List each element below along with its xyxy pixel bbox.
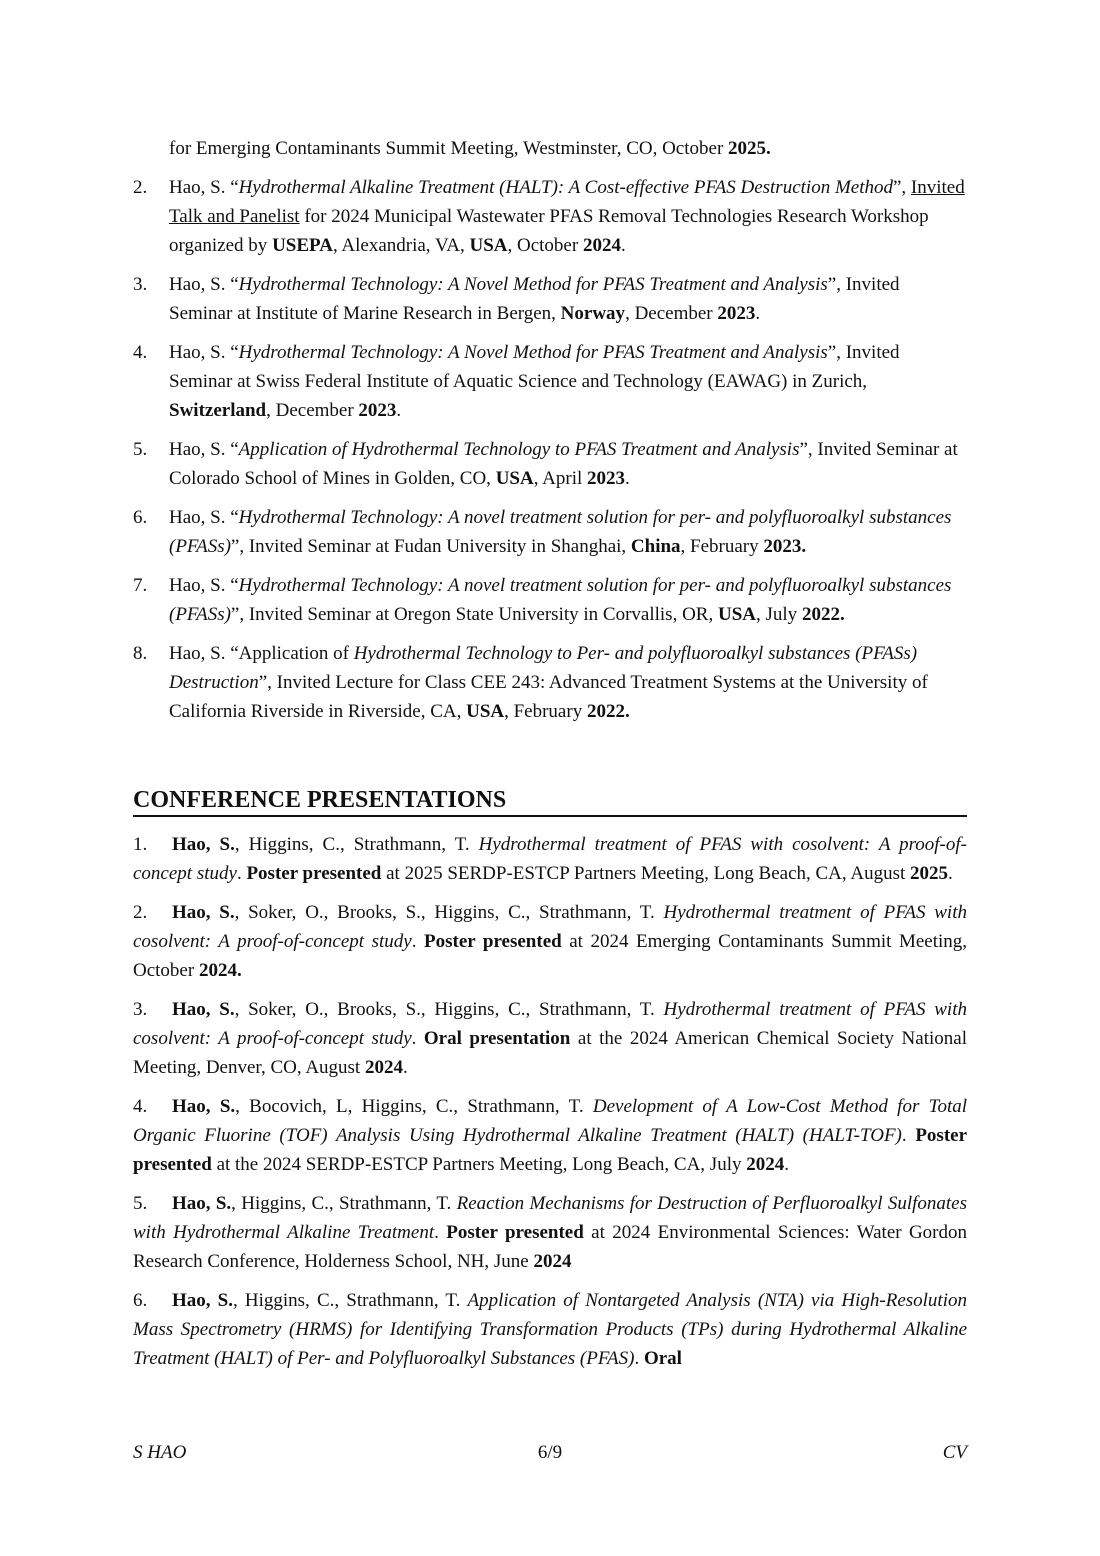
item-text [169, 639, 967, 726]
text-run: Norway [560, 303, 626, 324]
text-run: , Soker, O., Brooks, S., Higgins, C., Strathmann, T. [234, 999, 664, 1020]
text-run: . [755, 303, 761, 324]
text-run: 2024 [746, 1154, 785, 1175]
item-number: 2. [133, 902, 148, 923]
text-run: , February [680, 536, 764, 557]
text-run: Poster presented [133, 1125, 968, 1175]
item-number: 4. [133, 342, 148, 363]
text-run: Hydrothermal Technology to Per- and polyfluoroalkyl substances (PFASs) Destruction [169, 643, 918, 693]
text-run: Oral [643, 1348, 682, 1369]
talk-item [133, 338, 967, 425]
text-run: Application of Nontargeted Analysis (NTA) via High-Resolution Mass Spectrometry (HRMS) for Identifying Transformation Products (TPs) during Hydrothermal Alkaline Treatment (HALT) of Per- and Polyfluoroalkyl Substances (PFAS) [133, 1290, 967, 1369]
page-footer [133, 1441, 967, 1465]
talk-item [133, 435, 967, 493]
text-run: , Higgins, C., Strathmann, T. [234, 834, 479, 855]
text-run: 2025. [728, 138, 771, 159]
text-run: 2023 [717, 303, 756, 324]
text-run: USA [717, 604, 756, 625]
text-run: , Soker, O., Brooks, S., Higgins, C., Strathmann, T. [234, 902, 664, 923]
text-run: Poster presented [446, 1222, 584, 1243]
item-text [169, 435, 967, 493]
talk-item [133, 270, 967, 328]
talk-item [133, 639, 967, 726]
text-run: 2024. [198, 960, 242, 981]
item-text [169, 503, 967, 561]
text-run: Hao, S. “ [169, 507, 239, 528]
text-run: 2023 [358, 400, 397, 421]
text-run: . [396, 400, 402, 421]
text-run: Hydrothermal treatment of PFAS with cosolvent: A proof-of-concept study [133, 902, 967, 952]
text-run: Hydrothermal Technology: A novel treatment solution for per- and polyfluoroalkyl substances (PFASs) [169, 507, 952, 557]
text-run: . [411, 931, 424, 952]
item-number: 5. [133, 439, 148, 460]
text-run: . [634, 1348, 644, 1369]
text-run: Hao, S. “ [169, 342, 239, 363]
item-number: 3. [133, 274, 148, 295]
text-run: , February [504, 701, 587, 722]
section-heading-conference-presentations: CONFERENCE PRESENTATIONS [133, 786, 967, 817]
text-run: 2023. [763, 536, 807, 557]
text-run: Hao, S. [172, 1193, 232, 1214]
item-text [169, 571, 967, 629]
item-number: 5. [133, 1193, 148, 1214]
text-run: Hydrothermal treatment of PFAS with cosolvent: A proof-of-concept study [133, 834, 967, 884]
text-run: , April [533, 468, 588, 489]
conference-item [133, 995, 967, 1082]
text-run: , Higgins, C., Strathmann, T. [231, 1193, 457, 1214]
text-run: ”, Invited Seminar at Fudan University in Shanghai, [230, 536, 631, 557]
text-run: 2022. [801, 604, 845, 625]
text-run: Switzerland [169, 400, 267, 421]
conference-item [133, 1189, 967, 1276]
text-run: Hao, S. [172, 1096, 236, 1117]
text-run: ”, Invited Lecture for Class CEE 243: Advanced Treatment Systems at the University of California Riverside in Riverside, CA, [169, 672, 928, 722]
text-run: 2024 [364, 1057, 403, 1078]
text-run: 2025 [910, 863, 948, 884]
text-run: . [784, 1154, 789, 1175]
footer-page-number: 6/9 [537, 1442, 563, 1463]
text-run: Hydrothermal Alkaline Treatment (HALT): A Cost-effective PFAS Destruction Method [238, 177, 893, 198]
text-run: Development of A Low-Cost Method for Total Organic Fluorine (TOF) Analysis Using Hydrothermal Alkaline Treatment (HALT) (HALT-TOF) [133, 1096, 968, 1146]
text-run: Oral presentation [423, 1028, 571, 1049]
text-run: Hydrothermal Technology: A Novel Method for PFAS Treatment and Analysis [238, 274, 828, 295]
text-run: . [625, 468, 630, 489]
text-run: China [630, 536, 681, 557]
item-number [133, 134, 169, 163]
text-run: Hao, S. “ [169, 274, 239, 295]
item-number: 2. [133, 177, 148, 198]
text-run: at 2024 Environmental Sciences: Water Gordon Research Conference, Holderness School, NH, June [133, 1222, 968, 1272]
text-run: . [236, 863, 247, 884]
text-run: , December [266, 400, 359, 421]
text-run: at 2024 Emerging Contaminants Summit Meeting, October [133, 931, 968, 981]
text-run: , Higgins, C., Strathmann, T. [233, 1290, 468, 1311]
footer-author: S HAO [133, 1442, 187, 1463]
conference-item [133, 898, 967, 985]
text-run: USA [495, 468, 534, 489]
text-run: Hao, S. [172, 1290, 233, 1311]
text-run: , October [507, 235, 583, 256]
text-run: Hydrothermal Technology: A novel treatment solution for per- and polyfluoroalkyl substances (PFASs) [169, 575, 952, 625]
item-text [169, 338, 967, 425]
text-run: ”, Invited Seminar at Institute of Marine Research in Bergen, [169, 274, 900, 324]
item-text [169, 173, 967, 260]
conference-item [133, 1092, 967, 1179]
text-run: at 2025 SERDP-ESTCP Partners Meeting, Long Beach, CA, August [381, 863, 910, 884]
text-run: Hydrothermal treatment of PFAS with cosolvent: A proof-of-concept study [133, 999, 967, 1049]
text-run: . [402, 1057, 408, 1078]
text-run: Hydrothermal Technology: A Novel Method for PFAS Treatment and Analysis [238, 342, 828, 363]
text-run: , Alexandria, VA, [332, 235, 470, 256]
text-run: Poster presented [246, 863, 382, 884]
item-text [169, 134, 967, 163]
text-run: Hao, S. [172, 902, 235, 923]
text-run: ”, Invited Seminar at Oregon State University in Corvallis, OR, [230, 604, 718, 625]
item-number: 7. [133, 575, 148, 596]
item-text [169, 270, 967, 328]
text-run: 2024 [582, 235, 621, 256]
text-run: Hao, S. [172, 999, 235, 1020]
talk-item [133, 503, 967, 561]
text-run: . [901, 1125, 916, 1146]
text-run: Reaction Mechanisms for Destruction of Perfluoroalkyl Sulfonates with Hydrothermal Alkaline Treatment [133, 1193, 967, 1243]
text-run: USA [466, 701, 505, 722]
text-run: . [434, 1222, 447, 1243]
text-run: , December [625, 303, 718, 324]
text-run: Hao, S. “ [169, 177, 239, 198]
text-run: 2024 [533, 1251, 572, 1272]
text-run: 2022. [586, 701, 630, 722]
text-run: . [948, 863, 953, 884]
text-run: USEPA [272, 235, 333, 256]
text-run: , July [756, 604, 802, 625]
talk-item [133, 173, 967, 260]
item-number: 8. [133, 643, 148, 664]
text-run: Hao, S. “ [169, 439, 239, 460]
conference-item [133, 830, 967, 888]
text-run: at the 2024 American Chemical Society National Meeting, Denver, CO, August [133, 1028, 967, 1078]
text-run: ”, [892, 177, 911, 198]
talk-item [133, 134, 967, 163]
item-number: 6. [133, 1290, 148, 1311]
footer-doc-type: CV [942, 1442, 967, 1463]
text-run: ”, Invited Seminar at Colorado School of Mines in Golden, CO, [169, 439, 958, 489]
text-run: Hao, S. [172, 834, 235, 855]
text-run: Hao, S. “Application of [169, 643, 354, 664]
text-run: . [411, 1028, 424, 1049]
item-number: 1. [133, 834, 148, 855]
text-run: . [620, 235, 626, 256]
text-run: for Emerging Contaminants Summit Meeting, Westminster, CO, October [169, 138, 729, 159]
text-run: Application of Hydrothermal Technology to PFAS Treatment and Analysis [238, 439, 800, 460]
conference-item [133, 1286, 967, 1373]
item-number: 3. [133, 999, 148, 1020]
conference-presentations-list [133, 830, 967, 1383]
text-run: Invited Talk and Panelist [169, 177, 965, 227]
text-run: Poster presented [424, 931, 562, 952]
text-run: at the 2024 SERDP-ESTCP Partners Meeting, Long Beach, CA, July [211, 1154, 747, 1175]
text-run: , Bocovich, L, Higgins, C., Strathmann, T. [235, 1096, 593, 1117]
text-run: 2023 [587, 468, 626, 489]
invited-talks-list [133, 134, 967, 736]
item-number: 6. [133, 507, 148, 528]
text-run: ”, Invited Seminar at Swiss Federal Institute of Aquatic Science and Technology (EAWAG) in Zurich, [169, 342, 900, 392]
text-run: Hao, S. “ [169, 575, 239, 596]
talk-item [133, 571, 967, 629]
text-run: for 2024 Municipal Wastewater PFAS Removal Technologies Research Workshop organized by [169, 206, 929, 256]
item-number: 4. [133, 1096, 148, 1117]
text-run: USA [469, 235, 508, 256]
